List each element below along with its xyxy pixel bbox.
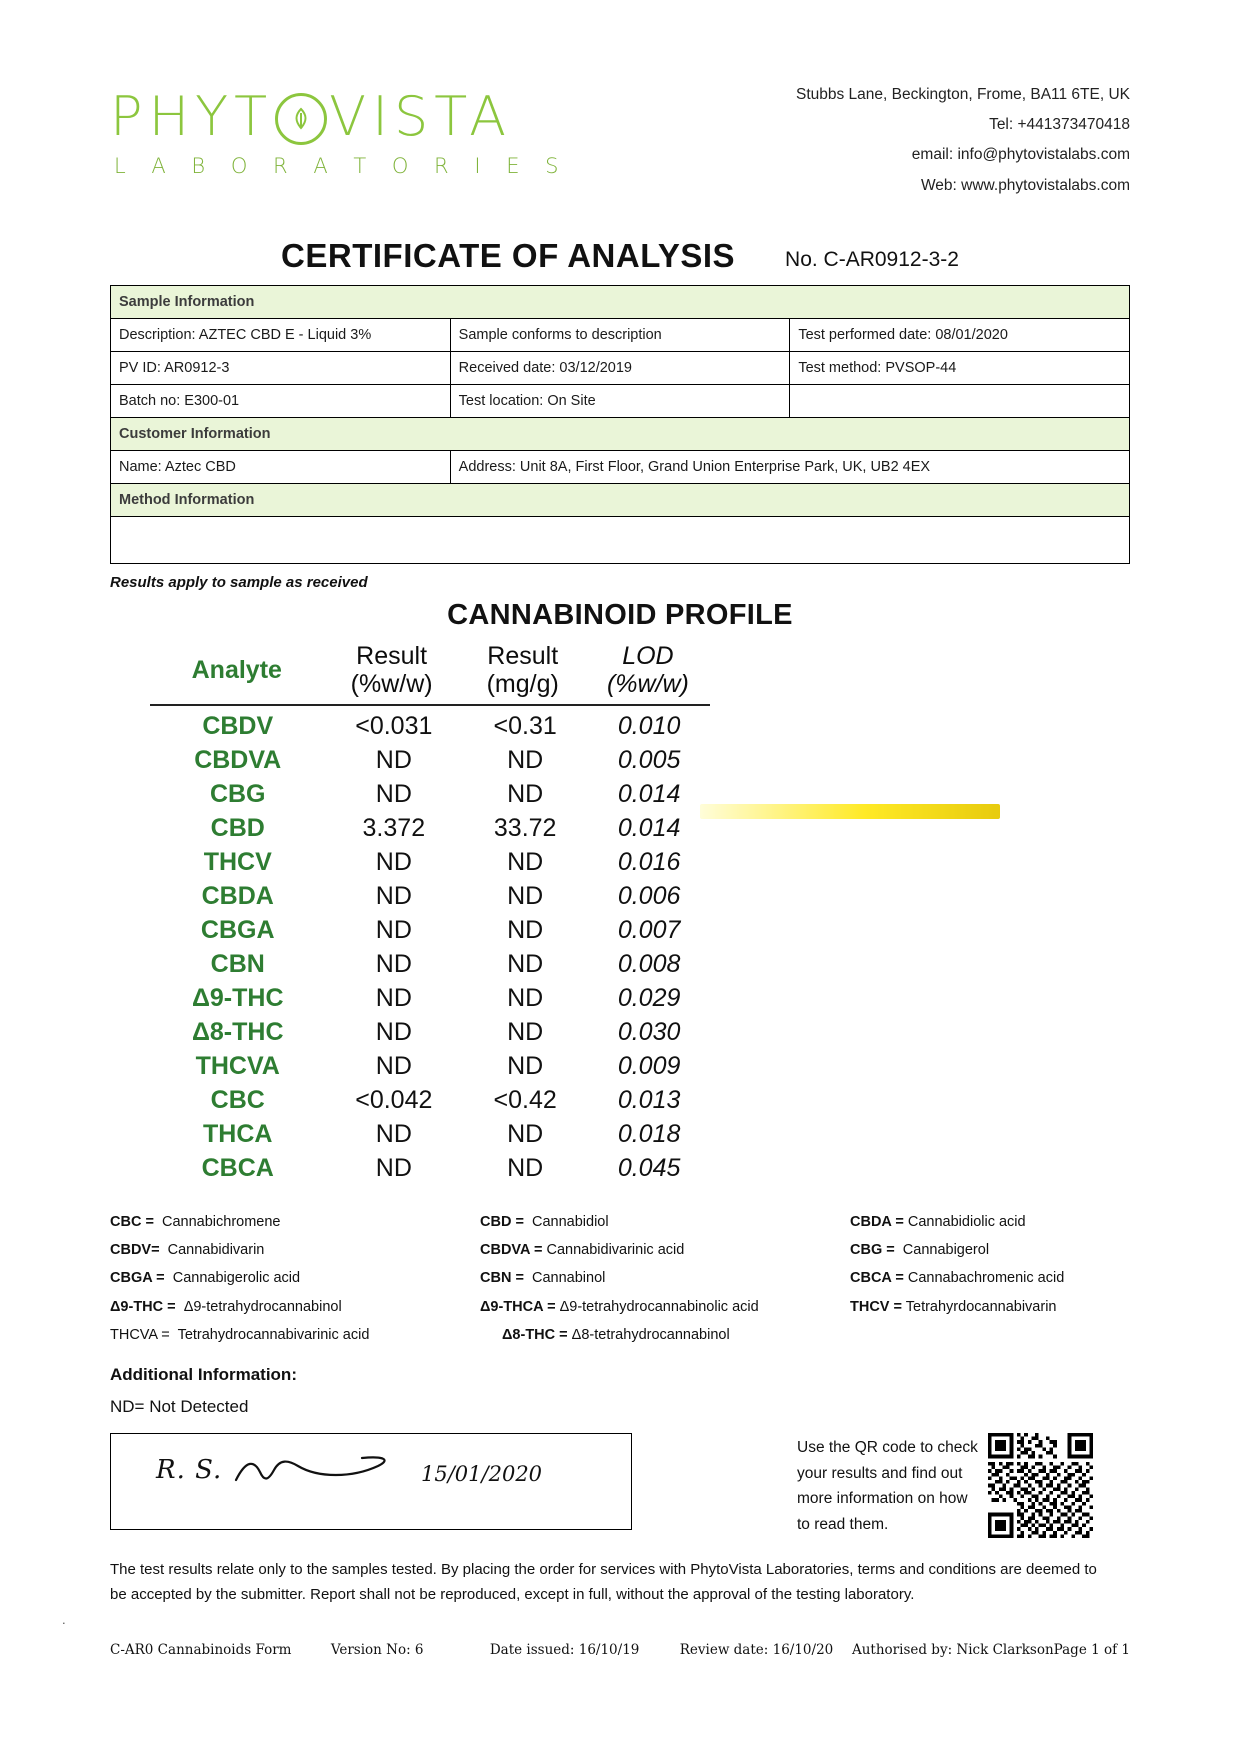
logo-text-part1: PHYT xyxy=(110,85,274,148)
legend-text: Δ8-tetrahydrocannabinol xyxy=(571,1326,730,1343)
pv-id: PV ID: AR0912-3 xyxy=(111,351,451,384)
col-result-mg-line1: Result xyxy=(487,641,559,670)
legend-item xyxy=(110,1264,480,1292)
legend-column-3 xyxy=(850,1208,1130,1349)
legend-item xyxy=(110,1293,480,1321)
col-lod xyxy=(586,640,710,702)
customer-information-header: Customer Information xyxy=(111,417,1130,450)
legend-text: Cannabidiolic acid xyxy=(907,1213,1026,1230)
lod-value: 0.013 xyxy=(617,1086,681,1115)
legend-text: Cannabidivarin xyxy=(167,1242,265,1259)
legend-item xyxy=(850,1236,1130,1264)
legend-text: Cannabinol xyxy=(531,1270,606,1287)
legend-item xyxy=(110,1236,480,1264)
result-mg: ND xyxy=(507,1018,544,1047)
additional-information-heading: Additional Information: xyxy=(110,1365,297,1385)
analyte-name: CBG xyxy=(209,780,266,809)
result-mg: ND xyxy=(507,848,544,877)
company-address: Stubbs Lane, Beckington, Frome, BA11 6TE, UK xyxy=(796,86,1130,103)
method-information-body xyxy=(111,516,1130,563)
customer-name: Name: Aztec CBD xyxy=(111,450,451,483)
result-pct: ND xyxy=(375,1052,412,1081)
table-header-row xyxy=(150,640,710,702)
legend-text: Cannabigerol xyxy=(902,1242,990,1259)
result-pct: ND xyxy=(375,916,412,945)
legend-item xyxy=(480,1293,850,1321)
result-pct: ND xyxy=(375,780,412,809)
results-note: Results apply to sample as received xyxy=(110,573,368,591)
table-row xyxy=(111,384,1130,417)
analyte-name: CBGA xyxy=(200,916,275,945)
footer-authorised-by: Authorised by: Nick Clarkson xyxy=(851,1641,1054,1658)
signature-box xyxy=(110,1433,632,1530)
table-row xyxy=(150,846,710,880)
table-row xyxy=(150,914,710,948)
qr-instructions: Use the QR code to check your results and find out more information on how to read them. xyxy=(797,1439,978,1533)
legend-text: Tetrahydrocannabivarinic acid xyxy=(177,1326,370,1343)
legend-text: Cannabigerolic acid xyxy=(172,1270,301,1287)
company-tel: Tel: +441373470418 xyxy=(989,116,1130,134)
result-mg: <0.42 xyxy=(493,1086,557,1115)
result-mg: ND xyxy=(507,984,544,1013)
sample-information-header: Sample Information xyxy=(111,285,1130,318)
legend-item xyxy=(480,1321,850,1349)
table-row xyxy=(111,417,1130,450)
table-row xyxy=(111,483,1130,516)
lod-value: 0.007 xyxy=(617,916,681,945)
legend-abbr: CBN = xyxy=(480,1270,524,1287)
result-pct: <0.042 xyxy=(355,1086,433,1115)
legend-item xyxy=(850,1264,1130,1292)
footer-page-number: Page 1 of 1 xyxy=(1053,1641,1130,1658)
analyte-name: CBN xyxy=(210,950,265,979)
company-web: Web: www.phytovistalabs.com xyxy=(920,176,1130,194)
legend-abbr: CBG = xyxy=(850,1242,895,1259)
result-mg: ND xyxy=(507,882,544,911)
logo-wordmark xyxy=(110,85,568,148)
certificate-number: No. C-AR0912-3-2 xyxy=(785,247,959,271)
result-mg: ND xyxy=(507,1120,544,1149)
table-row xyxy=(111,351,1130,384)
legend-text: Δ9-tetrahydrocannabinol xyxy=(183,1298,342,1315)
legend-abbr: Δ9-THCA = xyxy=(480,1298,556,1315)
lod-value: 0.009 xyxy=(617,1052,681,1081)
analyte-name: Δ9-THC xyxy=(191,984,284,1013)
signature-initials xyxy=(156,1454,422,1488)
document-header xyxy=(110,80,1130,201)
table-row xyxy=(111,318,1130,351)
col-result-pct xyxy=(324,640,460,702)
legend-abbr: Δ8-THC = xyxy=(502,1326,568,1343)
col-result-pct-line2: (%w/w) xyxy=(350,669,433,698)
cannabinoid-profile-title: CANNABINOID PROFILE xyxy=(447,598,793,631)
test-method: Test method: PVSOP-44 xyxy=(790,351,1130,384)
legend-abbr: THCV = xyxy=(850,1298,902,1315)
result-mg: ND xyxy=(507,950,544,979)
legend-abbr: CBDVA = xyxy=(480,1242,543,1259)
received-date: Received date: 03/12/2019 xyxy=(450,351,790,384)
result-mg: ND xyxy=(507,916,544,945)
table-row xyxy=(150,1050,710,1084)
result-pct: ND xyxy=(375,882,412,911)
table-row xyxy=(150,812,710,846)
legend-text: Cannabachromenic acid xyxy=(907,1270,1065,1287)
test-location: Test location: On Site xyxy=(450,384,790,417)
result-pct: ND xyxy=(375,1018,412,1047)
legend-abbr: CBDA = xyxy=(850,1213,904,1230)
legend-text: Cannabidivarinic acid xyxy=(546,1242,685,1259)
legend-text: Tetrahyrdocannabivarin xyxy=(905,1298,1057,1315)
highlight-marker xyxy=(700,804,1000,819)
document-footer xyxy=(110,1642,1130,1658)
table-row xyxy=(150,1016,710,1050)
leaf-circle-icon xyxy=(275,93,327,145)
legend-abbr: CBC = xyxy=(110,1213,154,1230)
legend-item xyxy=(850,1293,1130,1321)
cannabinoid-table-wrapper xyxy=(150,640,710,1186)
legend-item xyxy=(110,1208,480,1236)
page-corner-mark: . xyxy=(62,1612,66,1627)
qr-code-icon[interactable] xyxy=(988,1433,1093,1538)
company-email: email: info@phytovistalabs.com xyxy=(911,146,1130,164)
table-row xyxy=(111,450,1130,483)
legend-abbr: CBCA = xyxy=(850,1270,904,1287)
legend-text: Cannabichromene xyxy=(161,1213,281,1230)
legend-abbr: Δ9-THC = xyxy=(110,1298,176,1315)
analyte-name: CBDA xyxy=(201,882,274,911)
legend-text: Cannabidiol xyxy=(531,1213,609,1230)
result-mg: ND xyxy=(507,1154,544,1183)
table-row xyxy=(111,516,1130,563)
result-pct: ND xyxy=(375,984,412,1013)
result-pct: ND xyxy=(375,848,412,877)
col-lod-line2: (%w/w) xyxy=(606,669,689,698)
table-row xyxy=(150,1118,710,1152)
result-mg: ND xyxy=(507,1052,544,1081)
table-row xyxy=(150,744,710,778)
test-performed-date: Test performed date: 08/01/2020 xyxy=(790,318,1130,351)
lod-value: 0.010 xyxy=(617,712,681,741)
table-row xyxy=(150,880,710,914)
company-contact xyxy=(796,80,1130,201)
cannabinoid-table xyxy=(150,640,710,702)
result-pct: ND xyxy=(375,1154,412,1183)
result-pct: ND xyxy=(375,950,412,979)
cannabinoid-table-body xyxy=(150,710,710,1186)
signature-date: 15/01/2020 xyxy=(421,1462,543,1487)
analyte-name: CBC xyxy=(210,1086,265,1115)
footer-version: Version No: 6 xyxy=(330,1641,424,1658)
analyte-name: THCVA xyxy=(195,1052,280,1081)
lod-value: 0.045 xyxy=(617,1154,681,1183)
legend-item xyxy=(110,1321,480,1349)
title-row xyxy=(110,237,1130,275)
legend-item xyxy=(480,1264,850,1292)
lod-value: 0.014 xyxy=(617,814,681,843)
analyte-name: CBDVA xyxy=(194,746,282,775)
lod-value: 0.005 xyxy=(617,746,681,775)
company-logo xyxy=(110,80,568,178)
method-information-header: Method Information xyxy=(111,483,1130,516)
table-row xyxy=(150,778,710,812)
analyte-name: CBCA xyxy=(201,1154,274,1183)
table-row xyxy=(150,1084,710,1118)
information-table xyxy=(110,285,1130,564)
empty-cell xyxy=(790,384,1130,417)
table-row xyxy=(150,710,710,744)
batch-no: Batch no: E300-01 xyxy=(111,384,451,417)
lod-value: 0.008 xyxy=(617,950,681,979)
result-pct: <0.031 xyxy=(355,712,433,741)
signature-row xyxy=(110,1433,1130,1538)
analyte-name: Δ8-THC xyxy=(191,1018,284,1047)
disclaimer-text: The test results relate only to the samples tested. By placing the order for services with PhytoVista Laboratories, terms and conditions are deemed to be accepted by the submitter. Report shall not be reproduced, except in full, without the approval of the testing laboratory. xyxy=(110,1561,1097,1603)
col-analyte: Analyte xyxy=(191,655,282,684)
legend-item xyxy=(480,1208,850,1236)
signature-initials-text: R. S. xyxy=(156,1455,223,1486)
qr-block xyxy=(797,1433,1093,1538)
page-title: CERTIFICATE OF ANALYSIS xyxy=(281,236,736,274)
lod-value: 0.029 xyxy=(617,984,681,1013)
result-pct: ND xyxy=(375,1120,412,1149)
lod-value: 0.018 xyxy=(617,1120,681,1149)
signature-scribble-icon xyxy=(232,1454,422,1488)
col-result-mg xyxy=(460,640,586,702)
customer-address: Address: Unit 8A, First Floor, Grand Union Enterprise Park, UK, UB2 4EX xyxy=(450,450,1129,483)
analyte-name: CBD xyxy=(210,814,265,843)
lod-value: 0.006 xyxy=(617,882,681,911)
result-mg: ND xyxy=(507,746,544,775)
legend-abbr: CBD = xyxy=(480,1213,524,1230)
footer-form: C-AR0 Cannabinoids Form xyxy=(110,1641,292,1658)
col-result-mg-line2: (mg/g) xyxy=(486,669,559,698)
footer-review-date: Review date: 16/10/20 xyxy=(679,1641,834,1658)
legend-text: Δ9-tetrahydrocannabinolic acid xyxy=(559,1298,759,1315)
lod-value: 0.030 xyxy=(617,1018,681,1047)
legend-column-1 xyxy=(110,1208,480,1349)
col-result-pct-line1: Result xyxy=(356,641,428,670)
lod-value: 0.016 xyxy=(617,848,681,877)
analyte-name: CBDV xyxy=(202,712,274,741)
legend-column-2 xyxy=(480,1208,850,1349)
legend-abbr: CBDV= xyxy=(110,1242,160,1259)
result-mg: ND xyxy=(507,780,544,809)
footer-date-issued: Date issued: 16/10/19 xyxy=(489,1641,640,1658)
table-row xyxy=(150,1152,710,1186)
table-row xyxy=(150,982,710,1016)
table-row xyxy=(150,948,710,982)
legend-abbr: CBGA = xyxy=(110,1270,165,1287)
header-rule xyxy=(150,704,710,706)
nd-note: ND= Not Detected xyxy=(110,1397,249,1417)
legend-item xyxy=(480,1236,850,1264)
abbreviation-legend xyxy=(110,1208,1130,1349)
sample-conformity: Sample conforms to description xyxy=(450,318,790,351)
result-mg: 33.72 xyxy=(493,814,557,843)
result-pct: ND xyxy=(375,746,412,775)
logo-text-part2: VISTA xyxy=(329,85,513,148)
table-row xyxy=(111,285,1130,318)
result-mg: <0.31 xyxy=(493,712,557,741)
col-lod-line1: LOD xyxy=(622,641,674,670)
analyte-name: THCA xyxy=(203,1120,273,1149)
lod-value: 0.014 xyxy=(617,780,681,809)
result-pct: 3.372 xyxy=(362,814,426,843)
analyte-name: THCV xyxy=(203,848,272,877)
legend-abbr: THCVA = xyxy=(110,1326,170,1343)
sample-description: Description: AZTEC CBD E - Liquid 3% xyxy=(111,318,451,351)
logo-subtitle: L A B O R A T O R I E S xyxy=(114,154,568,178)
legend-item xyxy=(850,1208,1130,1236)
